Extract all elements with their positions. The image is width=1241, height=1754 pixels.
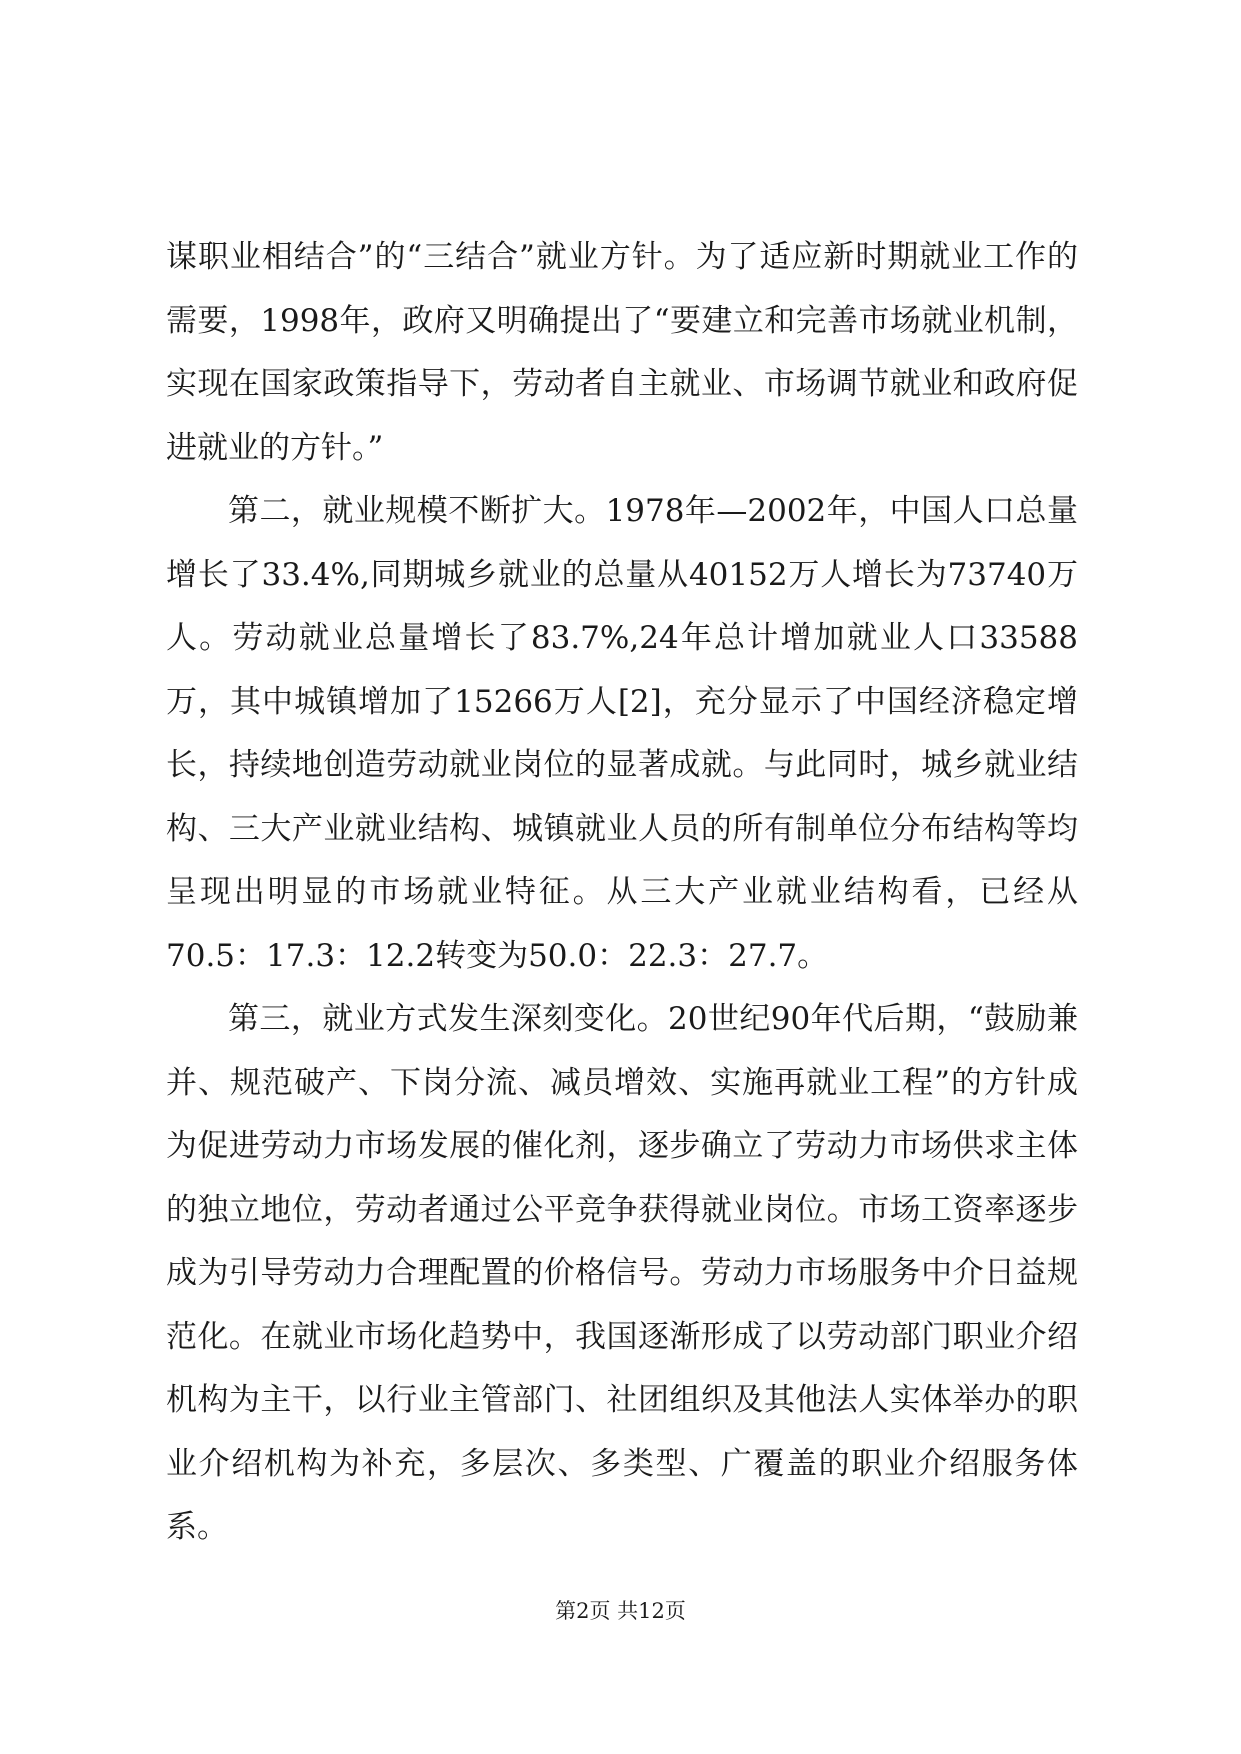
paragraph-continuation: 谋职业相结合”的“三结合”就业方针。为了适应新时期就业工作的需要，1998年，政府又明确提出了“要建立和完善市场就业机制，实现在国家政策指导下，劳动者自主就业、市场调节就业和政府促进就业的方针。” <box>166 239 1078 466</box>
page-number-footer: 第2页 共12页 <box>555 1599 686 1623</box>
paragraph-employment-mode: 第三，就业方式发生深刻变化。20世纪90年代后期，“鼓励兼并、规范破产、下岗分流、减员增效、实施再就业工程”的方针成为促进劳动力市场发展的催化剂，逐步确立了劳动力市场供求主体的独立地位，劳动者通过公平竞争获得就业岗位。市场工资率逐步成为引导劳动力合理配置的价格信号。劳动力市场服务中介日益规范化。在就业市场化趋势中，我国逐渐形成了以劳动部门职业介绍机构为主干，以行业主管部门、社团组织及其他法人实体举办的职业介绍机构为补充，多层次、多类型、广覆盖的职业介绍服务体系。 <box>166 1001 1078 1545</box>
paragraph-employment-scale: 第二，就业规模不断扩大。1978年—2002年，中国人口总量增长了33.4%,同期城乡就业的总量从40152万人增长为73740万人。劳动就业总量增长了83.7%,24年总计增加就业人口33588万，其中城镇增加了15266万人[2]，充分显示了中国经济稳定增长，持续地创造劳动就业岗位的显著成就。与此同时，城乡就业结构、三大产业就业结构、城镇就业人员的所有制单位分布结构等均呈现出明显的市场就业特征。从三大产业就业结构看，已经从70.5：17.3：12.2转变为50.0：22.3：27.7。 <box>166 493 1078 974</box>
document-body <box>166 226 1078 1560</box>
